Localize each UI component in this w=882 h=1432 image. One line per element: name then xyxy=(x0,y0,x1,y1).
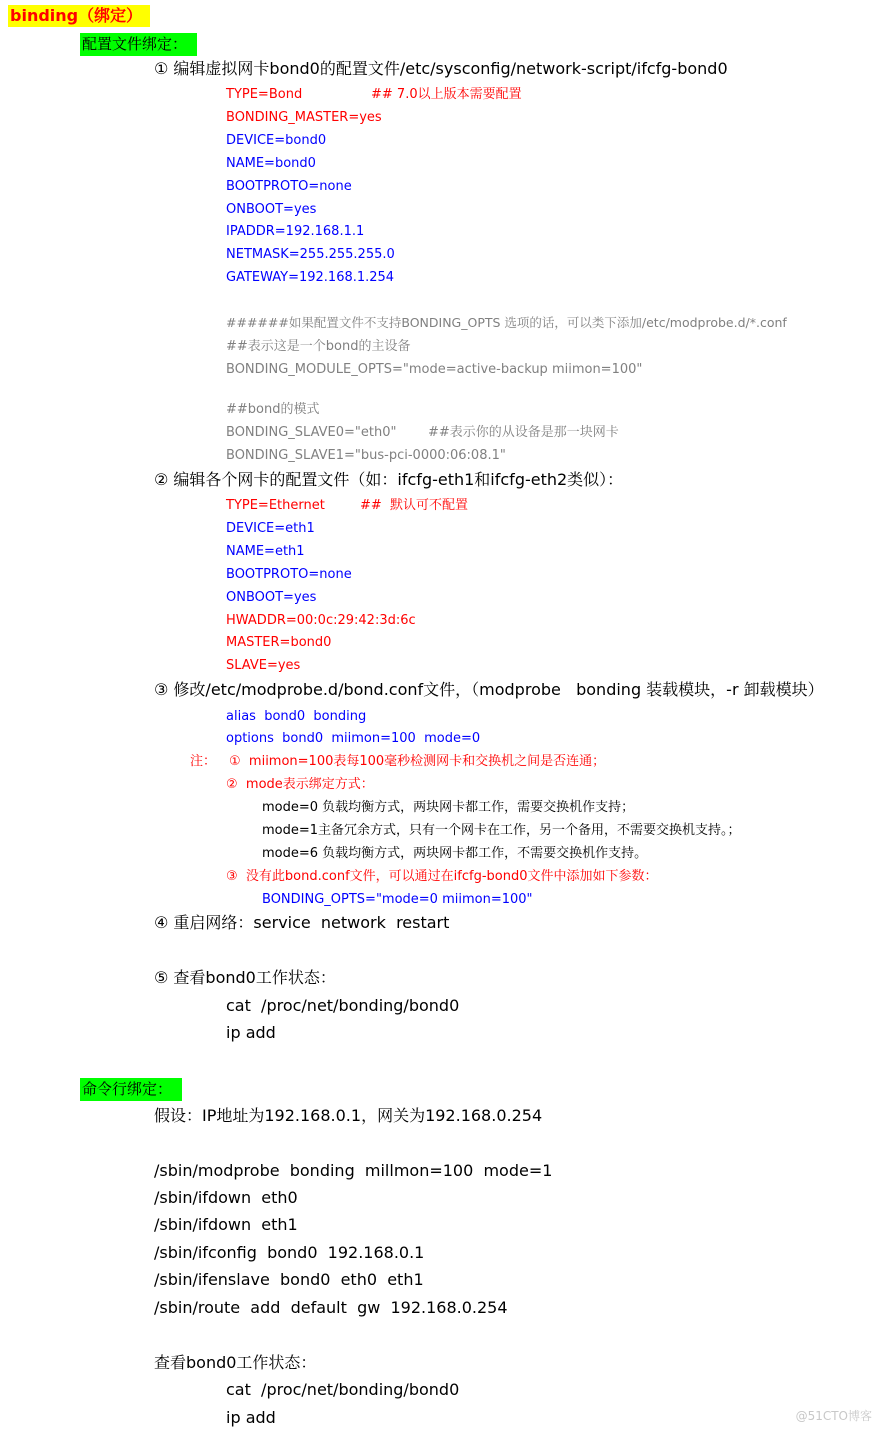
cfg-slave1: BONDING_SLAVE1="bus-pci-0000:06:08.1" xyxy=(226,448,506,463)
cfg-comment-mode: ##bond的模式 xyxy=(226,402,320,417)
cfg-gateway: GATEWAY=192.168.1.254 xyxy=(226,270,395,285)
eth-onboot: ONBOOT=yes xyxy=(226,590,317,605)
eth-slave: SLAVE=yes xyxy=(226,658,301,673)
cfg-bonding-master: BONDING_MASTER=yes xyxy=(226,110,382,125)
cfg-ipaddr: IPADDR=192.168.1.1 xyxy=(226,224,365,239)
step5-cmd-cat: cat /proc/net/bonding/bond0 xyxy=(226,996,460,1015)
cfg-comment-opts: ######如果配置文件不支持BONDING_OPTS 选项的话，可以类下添加/etc/modprobe.d/*.conf xyxy=(226,315,787,330)
step4-heading: ④ 重启网络：service network restart xyxy=(154,913,450,932)
eth-type: TYPE=Ethernet xyxy=(226,498,325,513)
conf-alias: alias bond0 bonding xyxy=(226,709,367,724)
cmdline-status-cat: cat /proc/net/bonding/bond0 xyxy=(226,1380,460,1399)
cfg-netmask: NETMASK=255.255.255.0 xyxy=(226,247,395,262)
step2-heading: ② 编辑各个网卡的配置文件（如：ifcfg-eth1和ifcfg-eth2类似）： xyxy=(154,470,624,489)
note-noconf: ③ 没有此bond.conf文件，可以通过在ifcfg-bond0文件中添加如下参数： xyxy=(226,869,658,884)
note-label: 注： xyxy=(190,754,217,769)
cfg-module-opts: BONDING_MODULE_OPTS="mode=active-backup miimon=100" xyxy=(226,362,643,377)
conf-options: options bond0 miimon=100 mode=0 xyxy=(226,731,481,746)
cmdline-cmd: /sbin/modprobe bonding millmon=100 mode=1 xyxy=(154,1161,553,1180)
note-mode1: mode=1主备冗余方式，只有一个网卡在工作，另一个备用，不需要交换机支持。； xyxy=(262,823,741,838)
cfg-device: DEVICE=bond0 xyxy=(226,133,327,148)
cmdline-status-ipadd: ip add xyxy=(226,1408,276,1427)
eth-name: NAME=eth1 xyxy=(226,544,305,559)
eth-master: MASTER=bond0 xyxy=(226,635,332,650)
conf-bonding-opts: BONDING_OPTS="mode=0 miimon=100" xyxy=(262,892,533,907)
step1-heading: ① 编辑虚拟网卡bond0的配置文件/etc/sysconfig/network-script/ifcfg-bond0 xyxy=(154,59,728,78)
note-mode0: mode=0 负载均衡方式，两块网卡都工作，需要交换机作支持； xyxy=(262,800,635,815)
step5-heading: ⑤ 查看bond0工作状态： xyxy=(154,968,336,987)
cfg-comment-master: ##表示这是一个bond的主设备 xyxy=(226,339,411,354)
eth-bootproto: BOOTPROTO=none xyxy=(226,567,352,582)
cmdline-status-heading: 查看bond0工作状态： xyxy=(154,1353,317,1372)
eth-device: DEVICE=eth1 xyxy=(226,521,315,536)
cfg-slave0-note: ##表示你的从设备是那一块网卡 xyxy=(428,425,619,440)
cmdline-cmd: /sbin/route add default gw 192.168.0.254 xyxy=(154,1298,508,1317)
note-mode6: mode=6 负载均衡方式，两块网卡都工作，不需要交换机作支持。 xyxy=(262,846,648,861)
cmdline-cmd: /sbin/ifconfig bond0 192.168.0.1 xyxy=(154,1243,425,1262)
section-config-heading: 配置文件绑定： xyxy=(80,33,197,56)
note-mode: ② mode表示绑定方式： xyxy=(226,777,374,792)
cmdline-cmd: /sbin/ifdown eth1 xyxy=(154,1215,298,1234)
cmdline-assumption: 假设：IP地址为192.168.0.1，网关为192.168.0.254 xyxy=(154,1106,543,1125)
cmdline-cmd: /sbin/ifenslave bond0 eth0 eth1 xyxy=(154,1270,424,1289)
eth-hwaddr: HWADDR=00:0c:29:42:3d:6c xyxy=(226,613,416,628)
page-title: binding（绑定） xyxy=(8,5,150,27)
section-cmdline-heading: 命令行绑定： xyxy=(80,1078,182,1101)
cfg-type-note: ## 7.0以上版本需要配置 xyxy=(371,87,522,102)
cfg-type: TYPE=Bond xyxy=(226,87,303,102)
watermark: @51CTO博客 xyxy=(795,1409,872,1423)
eth-type-note: ## 默认可不配置 xyxy=(360,498,469,513)
note-miimon: ① miimon=100表每100毫秒检测网卡和交换机之间是否连通； xyxy=(229,754,606,769)
cfg-onboot: ONBOOT=yes xyxy=(226,202,317,217)
cfg-bootproto: BOOTPROTO=none xyxy=(226,179,352,194)
step3-heading: ③ 修改/etc/modprobe.d/bond.conf文件，（modprobe bonding 装载模块，-r 卸载模块） xyxy=(154,680,824,699)
cmdline-cmd: /sbin/ifdown eth0 xyxy=(154,1188,298,1207)
step5-cmd-ipadd: ip add xyxy=(226,1023,276,1042)
cfg-slave0: BONDING_SLAVE0="eth0" xyxy=(226,425,397,440)
cfg-name: NAME=bond0 xyxy=(226,156,316,171)
